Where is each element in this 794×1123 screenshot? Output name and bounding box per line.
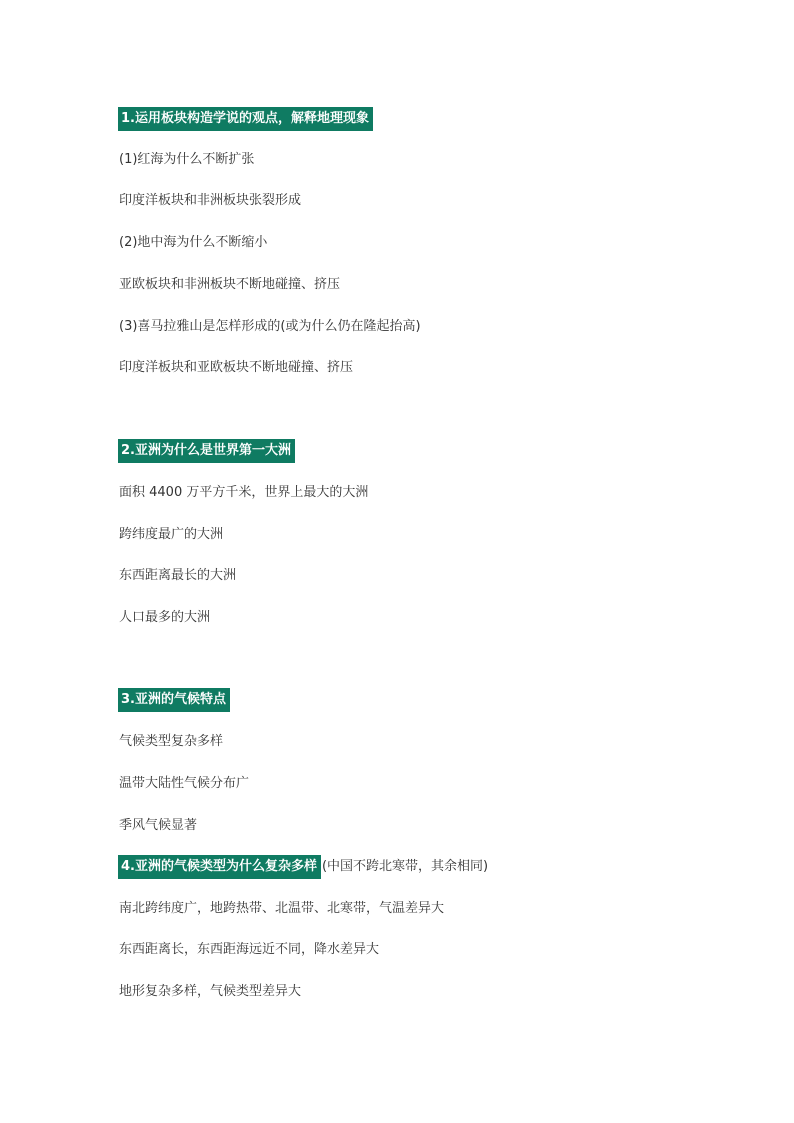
section-3-line-2: 温带大陆性气候分布广 [119, 776, 250, 791]
section-1-line-3: (2)地中海为什么不断缩小 [119, 235, 268, 250]
section-3-line-1: 气候类型复杂多样 [119, 734, 224, 749]
section-2-line-4: 人口最多的大洲 [119, 610, 211, 625]
section-2-heading-text: 2.亚洲为什么是世界第一大洲 [118, 439, 295, 463]
section-3-line-3: 季风气候显著 [119, 818, 198, 833]
section-2-line-2: 跨纬度最广的大洲 [119, 527, 224, 542]
section-4-heading [118, 855, 488, 879]
section-1-line-6: 印度洋板块和亚欧板块不断地碰撞、挤压 [119, 360, 354, 375]
section-4-line-3: 地形复杂多样，气候类型差异大 [119, 984, 302, 999]
section-2-line-1: 面积 4400 万平方千米，世界上最大的大洲 [119, 485, 369, 500]
section-1-line-1: (1)红海为什么不断扩张 [119, 152, 255, 167]
section-1-line-5: (3)喜马拉雅山是怎样形成的(或为什么仍在隆起抬高) [119, 319, 421, 334]
section-1-heading [118, 107, 373, 131]
section-1-line-2: 印度洋板块和非洲板块张裂形成 [119, 193, 302, 208]
section-2-heading [118, 439, 295, 463]
section-2-line-3: 东西距离最长的大洲 [119, 568, 237, 583]
section-3-heading [118, 688, 230, 712]
section-1-line-4: 亚欧板块和非洲板块不断地碰撞、挤压 [119, 277, 341, 292]
section-4-heading-text: 4.亚洲的气候类型为什么复杂多样 [118, 855, 321, 879]
section-4-heading-suffix: (中国不跨北寒带，其余相同) [321, 859, 489, 874]
section-4-line-1: 南北跨纬度广，地跨热带、北温带、北寒带，气温差异大 [119, 901, 445, 916]
section-1-heading-text: 1.运用板块构造学说的观点，解释地理现象 [118, 107, 373, 131]
section-4-line-2: 东西距离长，东西距海远近不同，降水差异大 [119, 942, 380, 957]
section-3-heading-text: 3.亚洲的气候特点 [118, 688, 230, 712]
